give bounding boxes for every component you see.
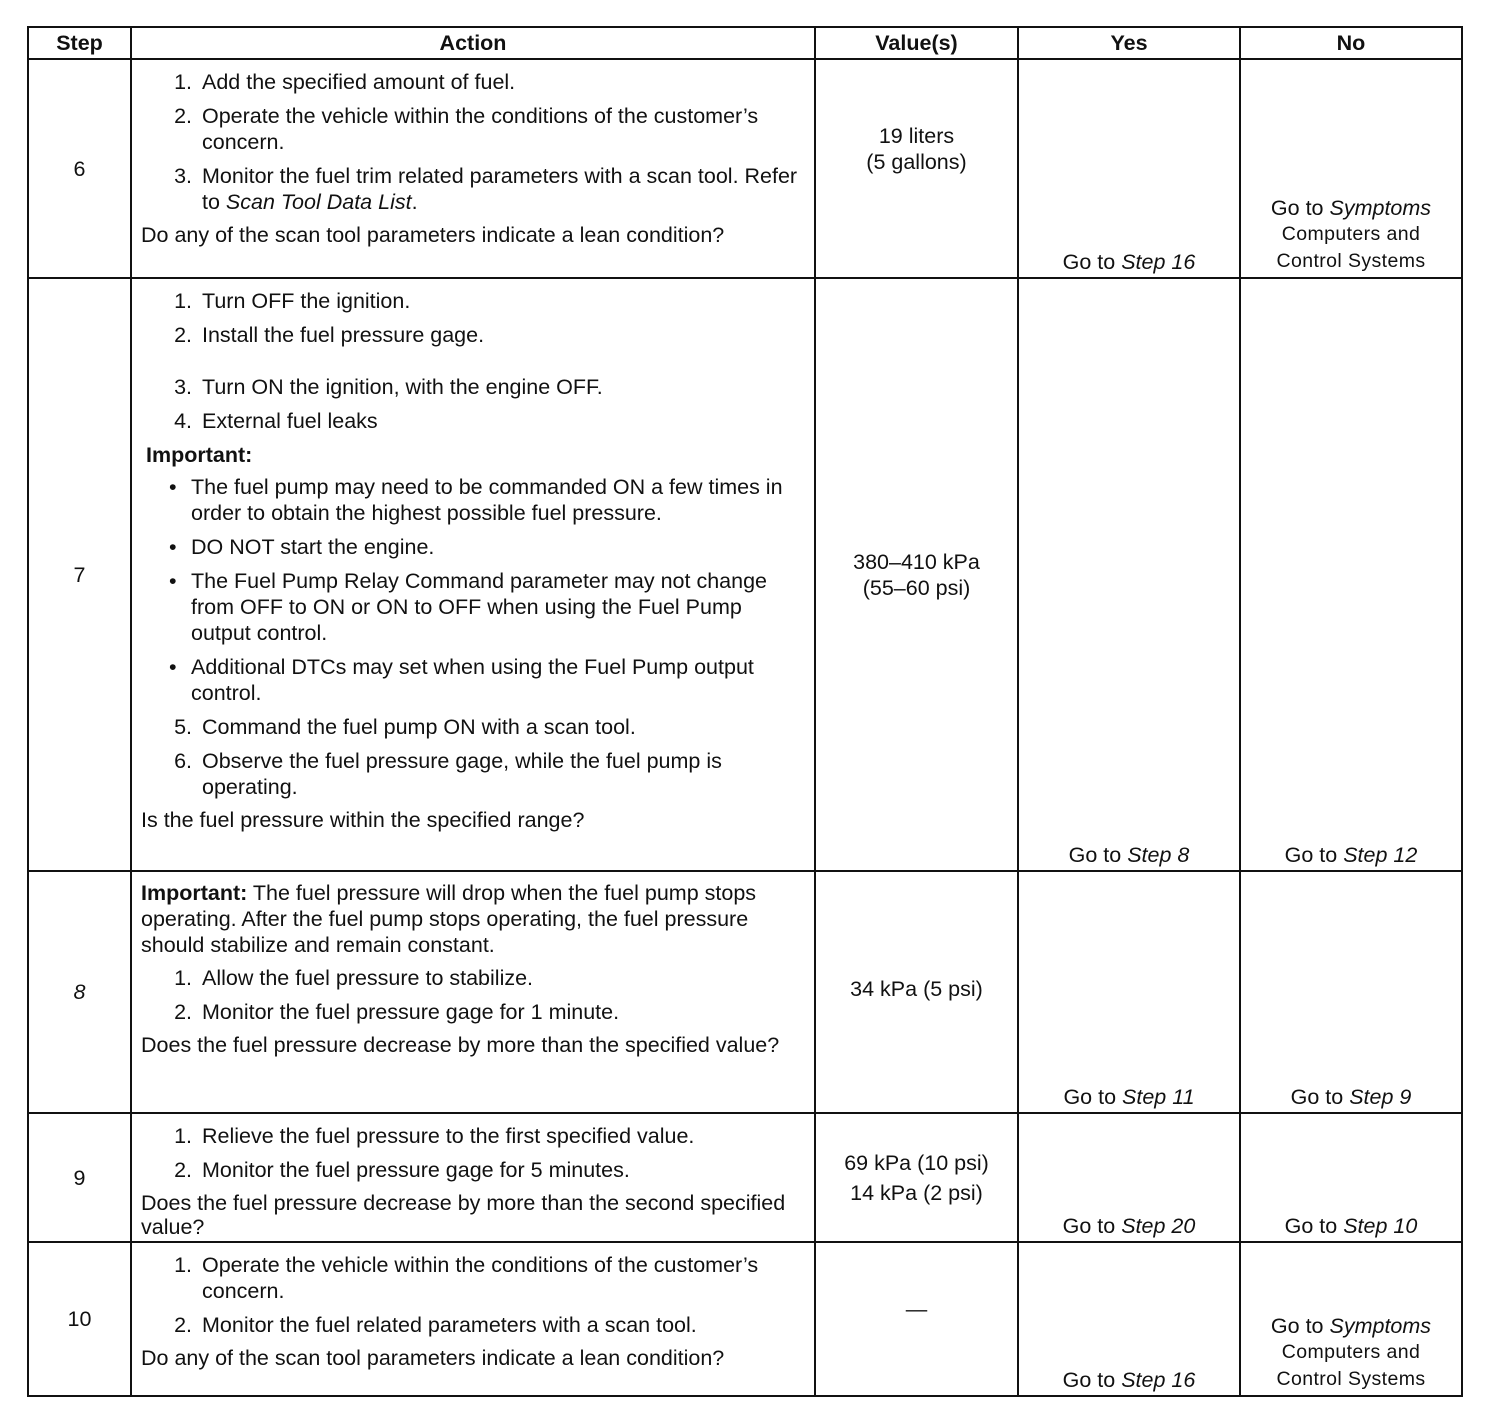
value-cell: 69 kPa (10 psi) 14 kPa (2 psi) bbox=[815, 1113, 1018, 1242]
goto-link[interactable]: Go to Step 10 bbox=[1284, 1214, 1418, 1238]
goto-link[interactable]: Go to Step 9 bbox=[1290, 1085, 1412, 1109]
question: Is the fuel pressure within the specified range? bbox=[141, 808, 585, 832]
list-item: 1. Turn OFF the ignition. bbox=[174, 289, 411, 313]
goto-link[interactable]: Go to Symptoms Computers and Control Systems bbox=[1270, 196, 1432, 272]
value-cell: 380–410 kPa (55–60 psi) bbox=[815, 278, 1018, 871]
goto-link[interactable]: Go to Step 16 bbox=[1062, 1368, 1196, 1392]
goto-link[interactable]: Go to Symptoms Computers and Control Systems bbox=[1270, 1314, 1432, 1390]
yes-cell bbox=[1018, 1113, 1240, 1242]
list-item: 2. Monitor the fuel related parameters with a scan tool. bbox=[174, 1313, 697, 1337]
list-item: 2. Install the fuel pressure gage. bbox=[174, 323, 485, 347]
list-item: 2. Operate the vehicle within the conditions of the customer’s concern. bbox=[174, 104, 759, 154]
action-cell bbox=[131, 1242, 815, 1396]
question: Does the fuel pressure decrease by more than the second specified value? bbox=[141, 1191, 786, 1239]
table-row bbox=[28, 278, 1462, 871]
value-cell: — bbox=[815, 1242, 1018, 1396]
list-item: 6. Observe the fuel pressure gage, while the fuel pump is operating. bbox=[174, 749, 722, 799]
table-row bbox=[28, 1113, 1462, 1242]
table-row bbox=[28, 59, 1462, 278]
list-item: 2. Monitor the fuel pressure gage for 1 minute. bbox=[174, 1000, 620, 1024]
reference-link[interactable]: Scan Tool Data List bbox=[225, 190, 412, 214]
bullet-item: • Additional DTCs may set when using the Fuel Pump output control. bbox=[141, 654, 806, 706]
diagnostic-table bbox=[27, 26, 1463, 1397]
important-note: Important: The fuel pressure will drop when the fuel pump stops operating. After the fuel pump stops operating, the fuel pressure should stabilize and remain constant. bbox=[141, 881, 757, 957]
goto-link[interactable]: Go to Step 11 bbox=[1063, 1085, 1195, 1109]
no-cell bbox=[1240, 1242, 1462, 1396]
goto-link[interactable]: Go to Step 20 bbox=[1062, 1214, 1196, 1238]
list-item: 1. Add the specified amount of fuel. bbox=[174, 70, 516, 94]
table-row bbox=[28, 871, 1462, 1113]
goto-link[interactable]: Go to Step 8 bbox=[1068, 843, 1190, 867]
list-item: 1. Operate the vehicle within the conditions of the customer’s concern. bbox=[174, 1253, 759, 1303]
step-number: 9 bbox=[28, 1113, 131, 1242]
header-no: No bbox=[1240, 27, 1462, 59]
question: Do any of the scan tool parameters indicate a lean condition? bbox=[141, 1346, 725, 1370]
list-item: 5. Command the fuel pump ON with a scan tool. bbox=[174, 715, 636, 739]
list-item: 1. Allow the fuel pressure to stabilize. bbox=[174, 966, 534, 990]
list-item: 1. Relieve the fuel pressure to the first specified value. bbox=[174, 1124, 695, 1148]
header-step: Step bbox=[28, 27, 131, 59]
step-number: 6 bbox=[28, 59, 131, 278]
action-cell bbox=[131, 59, 815, 278]
yes-cell bbox=[1018, 59, 1240, 278]
yes-cell bbox=[1018, 871, 1240, 1113]
list-item: 4. External fuel leaks bbox=[174, 409, 378, 433]
step-number: 8 bbox=[28, 871, 131, 1113]
no-cell bbox=[1240, 278, 1462, 871]
no-cell bbox=[1240, 1113, 1462, 1242]
bullet-item: • DO NOT start the engine. bbox=[141, 534, 806, 560]
table-row bbox=[28, 1242, 1462, 1396]
value-cell: 34 kPa (5 psi) bbox=[815, 871, 1018, 1113]
header-action: Action bbox=[131, 27, 815, 59]
no-cell bbox=[1240, 59, 1462, 278]
list-item: 3. Turn ON the ignition, with the engine OFF. bbox=[174, 375, 603, 399]
bullet-item: • The Fuel Pump Relay Command parameter may not change from OFF to ON or ON to OFF when using the Fuel Pump output control. bbox=[141, 568, 806, 646]
goto-link[interactable]: Go to Step 16 bbox=[1062, 250, 1196, 274]
list-item: 2. Monitor the fuel pressure gage for 5 minutes. bbox=[174, 1158, 630, 1182]
important-label: Important: bbox=[146, 443, 253, 467]
step-number: 7 bbox=[28, 278, 131, 871]
bullet-item: • The fuel pump may need to be commanded ON a few times in order to obtain the highest possible fuel pressure. bbox=[141, 474, 806, 526]
action-cell bbox=[131, 1113, 815, 1242]
header-row bbox=[28, 27, 1462, 59]
no-cell bbox=[1240, 871, 1462, 1113]
step-number: 10 bbox=[28, 1242, 131, 1396]
header-yes: Yes bbox=[1018, 27, 1240, 59]
yes-cell bbox=[1018, 278, 1240, 871]
yes-cell bbox=[1018, 1242, 1240, 1396]
value-cell: 19 liters (5 gallons) bbox=[815, 59, 1018, 278]
action-cell bbox=[131, 278, 815, 871]
question: Does the fuel pressure decrease by more than the specified value? bbox=[141, 1033, 780, 1057]
question: Do any of the scan tool parameters indicate a lean condition? bbox=[141, 223, 725, 247]
list-item: 3. Monitor the fuel trim related parameters with a scan tool. Refer to Scan Tool Data List. bbox=[174, 164, 798, 214]
goto-link[interactable]: Go to Step 12 bbox=[1284, 843, 1418, 867]
action-cell bbox=[131, 871, 815, 1113]
header-values: Value(s) bbox=[815, 27, 1018, 59]
